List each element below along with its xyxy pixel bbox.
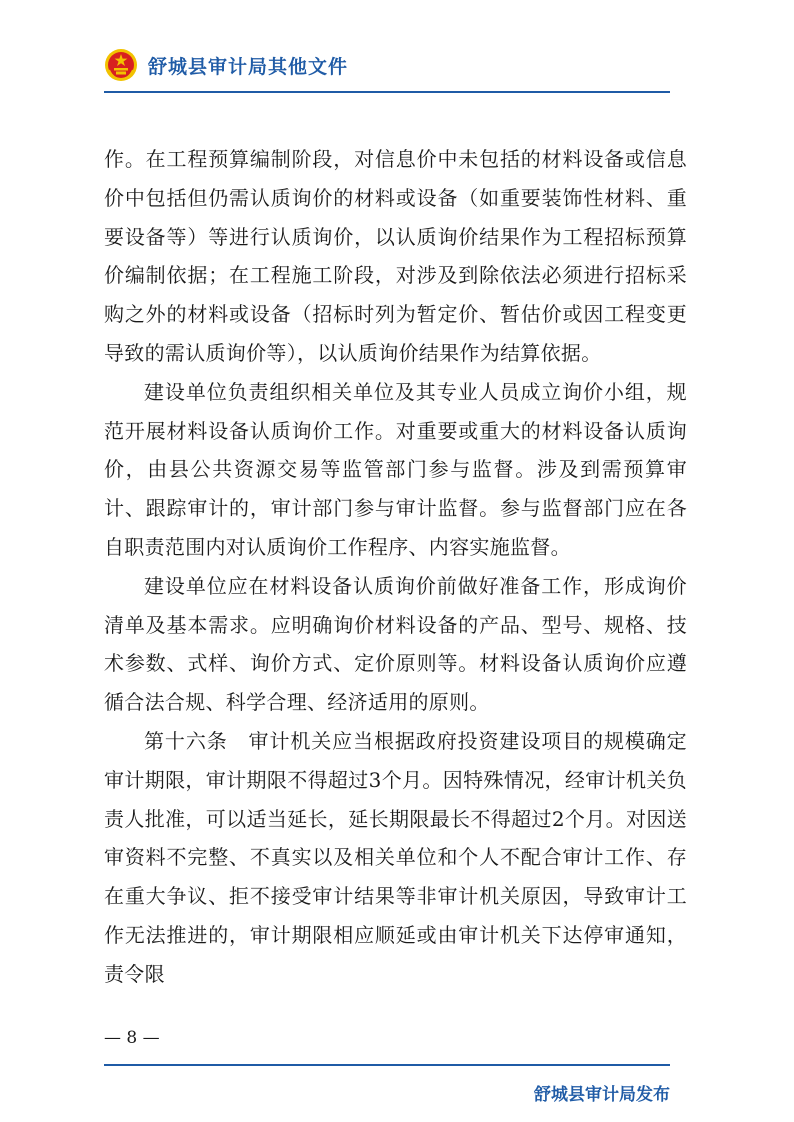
header-divider	[104, 91, 670, 93]
body-paragraph-2: 建设单位负责组织相关单位及其专业人员成立询价小组，规范开展材料设备认质询价工作。对重要或重大的材料设备认质询价，由县公共资源交易等监管部门参与监督。涉及到需预算审计、跟踪审计的，审计部门参与审计监督。参与监督部门应在各自职责范围内对认质询价工作程序、内容实施监督。	[104, 379, 687, 559]
body-paragraph-article-16: 第十六条 审计机关应当根据政府投资建设项目的规模确定审计期限，审计期限不得超过3个月。因特殊情况，经审计机关负责人批准，可以适当延长，延长期限最长不得超过2个月。对因送审资料不完整、不真实以及相关单位和个人不配合审计工作、存在重大争议、拒不接受审计结果等非审计机关原因，导致审计工作无法推进的，审计期限相应顺延或由审计机关下达停审通知，责令限	[104, 728, 687, 986]
document-body	[104, 140, 687, 994]
page-header	[104, 44, 670, 90]
body-paragraph-1: 作。在工程预算编制阶段，对信息价中未包括的材料设备或信息价中包括但仍需认质询价的材料或设备（如重要装饰性材料、重要设备等）等进行认质询价，以认质询价结果作为工程招标预算价编制依据；在工程施工阶段，对涉及到除依法必须进行招标采购之外的材料或设备（招标时列为暂定价、暂估价或因工程变更导致的需认质询价等），以认质询价结果作为结算依据。	[104, 147, 687, 365]
footer-publisher: 舒城县审计局发布	[534, 1085, 670, 1105]
national-emblem-icon	[104, 48, 138, 82]
body-paragraph-3: 建设单位应在材料设备认质询价前做好准备工作，形成询价清单及基本需求。应明确询价材料设备的产品、型号、规格、技术参数、式样、询价方式、定价原则等。材料设备认质询价应遵循合法合规、科学合理、经济适用的原则。	[104, 573, 687, 715]
footer-divider	[104, 1064, 670, 1066]
page-number: — 8 —	[104, 1028, 160, 1048]
header-title: 舒城县审计局其他文件	[148, 56, 349, 78]
